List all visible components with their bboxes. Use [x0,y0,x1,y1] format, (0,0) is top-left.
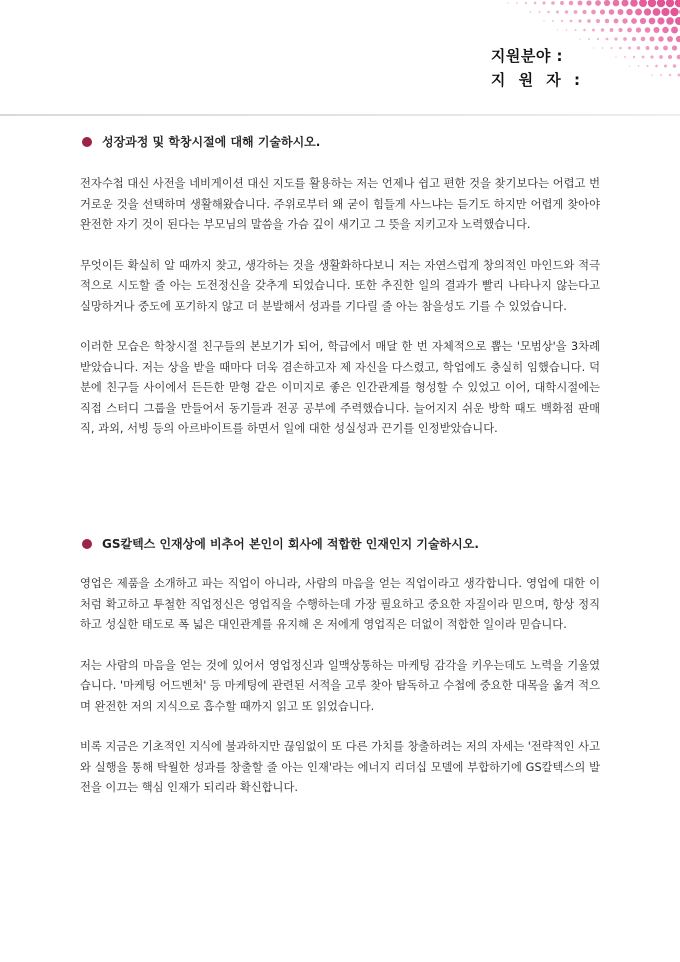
section-fit [80,536,600,799]
decor-dot [667,36,673,42]
decor-dot [650,37,655,42]
answer-paragraph: 비록 지금은 기초적인 지식에 불과하지만 끊임없이 또 다른 가치를 창출하려는 저의 자세는 '전략적인 사고와 실행을 통해 탁월한 성과를 창출할 줄 아는 인재'라는 에너지 리더십 모델에 부합하기에 GS칼텍스의 발전을 이끄는 핵심 인재가 되리라 확신합니다. [80,740,600,794]
decor-dot [666,0,674,7]
decor-dot [622,18,627,23]
decor-dot [630,0,638,7]
question-heading [80,134,600,150]
decor-dot [632,37,636,41]
decor-dot [592,29,595,32]
decor-dot [543,20,544,21]
decor-dot [610,47,612,49]
decor-dot [566,29,568,31]
decor-dot [582,10,586,14]
decor-dot [649,18,656,25]
decor-dot [617,9,623,15]
decor-dot [675,0,680,7]
answer-paragraph: 전자수첩 대신 사전을 네비게이션 대신 지도를 활용하는 저는 언제나 쉽고 편한 것을 찾기보다는 어렵고 번거로운 것을 선택하며 생활해왔습니다. 주위로부터 왜 굳이 힘들게 사느냐는 듣기도 하지만 어렵게 찾아야 완전한 자기 것이 된다는 부모님의 말씀을 가슴 깊이 새기고 그 뜻을 지키고자 노력했습니다. [80,177,600,231]
decor-dot [574,10,578,14]
decor-dot [646,65,648,67]
decor-dot [606,38,609,41]
decor-dot [593,47,594,48]
decor-dot [618,28,622,32]
section-growth [80,134,600,440]
decor-dot [670,8,678,16]
decor-dot [657,0,665,7]
decor-dot [646,46,650,50]
decor-dot [650,55,653,58]
decor-dot [605,19,610,24]
decor-dot [662,27,669,34]
decor-dot [610,28,614,32]
decor-dot [668,55,672,59]
question-text: GS칼텍스 인재상에 비추어 본인이 회사에 적합한 인재인지 기술하시오. [102,537,479,551]
decor-dot [621,0,628,7]
decor-dot [565,10,568,13]
decor-dot [663,46,668,51]
bullet-icon [82,137,92,147]
decor-dot [561,20,563,22]
decor-dot [600,9,605,14]
decor-dot [587,19,591,23]
decor-dot [631,18,637,24]
decor-dot [672,45,677,50]
decor-dot [660,74,662,76]
applicant-header [491,44,584,92]
decor-dot [651,74,653,76]
decor-dot [626,9,632,15]
decor-dot [644,8,651,15]
decor-dot [534,2,537,5]
decor-dot [655,65,658,68]
decor-dot [666,17,674,25]
decor-dot [583,29,586,32]
decor-dot [596,19,600,23]
decor-dot [641,37,646,42]
decor-dot [675,17,680,25]
decor-dot [648,0,656,7]
decor-dot [597,38,599,40]
decor-dot [579,38,581,40]
decor-dot [676,36,680,42]
decor-dot [595,0,601,6]
decor-dot [654,46,658,50]
decor-dot [613,0,620,6]
decor-dot [574,29,576,31]
applicant-label: 지 원 자 : [490,71,584,89]
decor-dot [516,2,518,4]
decor-dot [557,29,558,30]
decor-dot [556,11,559,14]
decor-dot [551,1,555,5]
decor-dot [673,64,677,68]
decor-dot [525,2,527,4]
decor-dot [623,37,627,41]
decor-dot [552,20,554,22]
decor-dot [542,1,545,4]
answer-paragraph: 이러한 모습은 학창시절 친구들의 본보기가 되어, 학급에서 매달 한 번 자체적으로 뽑는 '모범상'을 3차례 받았습니다. 저는 상을 받을 때마다 더욱 겸손하고자 제 자신을 다스렸고, 학업에도 충실히 임했습니다. 덕분에 친구들 사이에서 든든한 맏형 같은 이미지로 좋은 인간관계를 형성할 수 있었고 이어, 대학시절에는 직접 스터디 그룹을 만들어서 동기들과 전공 공부에 주력했습니다. 늘어지지 쉬운 방학 때도 백화점 판매직, 과외, 서빙 등의 아르바이트를 하면서 일에 대한 성실성과 끈기를 인정받았습니다. [80,340,600,435]
decor-dot [671,27,678,34]
decor-dot [645,27,651,33]
decor-dot [659,55,663,59]
decor-dot [530,11,532,13]
decor-dot [639,0,647,7]
decor-dot [614,37,617,40]
decor-dot [538,11,540,13]
decor-dot [570,20,573,23]
bullet-icon [82,539,92,549]
decor-dot [669,74,671,76]
decor-dot [507,2,508,3]
decor-dot [569,1,573,5]
decor-dot [578,1,583,6]
decor-dot [547,11,550,14]
decor-dot [591,10,596,15]
decor-dot [640,18,646,24]
decor-dot [601,28,604,31]
decor-dot [653,8,661,16]
decor-dot [560,1,564,5]
decor-dot [661,8,669,16]
decor-dot [619,47,622,50]
decor-dot [635,9,642,16]
decor-dot [637,46,640,49]
answer-paragraph: 무엇이든 확실히 알 때까지 찾고, 생각하는 것을 생활화하다보니 저는 자연스럽게 창의적인 마인드와 적극적으로 시도할 줄 아는 도전정신을 갖추게 되었습니다. 또한 추진한 일의 결과가 빨리 나타나지 않는다고 실망하거나 중도에 포기하지 않고 더 분발해서 성과를 기다릴 줄 아는 참을성도 기를 수 있었습니다. [80,258,600,313]
header-divider [0,114,680,116]
decor-dot [604,0,610,6]
answer-paragraph: 저는 사람의 마음을 얻는 것에 있어서 영업정신과 일맥상통하는 마케팅 감각을 키우는데도 노력을 기울였습니다. '마케팅 어드벤처' 등 마케팅에 관련된 서적을 고루 찾아 탐독하고 수첩에 중요한 대목을 옮겨 적으며 완전한 저의 지식으로 흡수할 때까지 읽고 또 읽었습니다. [80,658,600,713]
answer-paragraph: 영업은 제품을 소개하고 파는 직업이 아니라, 사람의 마음을 얻는 직업이라고 생각합니다. 영업에 대한 이처럼 확고하고 투철한 직업정신은 영업직을 수행하는데 가장 필요하고 중요한 자질이라 믿으며, 항상 정직하고 성실한 태도로 폭 넓은 대인관계를 유지해 온 저에게 영업직은 더없이 적합한 일이라 믿습니다. [80,577,600,631]
question-heading [80,536,600,552]
decor-dot [628,46,631,49]
decor-dot [658,36,663,41]
decor-dot [602,47,604,49]
decor-dot [624,56,626,58]
decor-dot [614,19,619,24]
question-text: 성장과정 및 학창시절에 대해 기술하시오. [102,135,321,149]
decor-dot [586,0,591,5]
decor-dot [664,64,667,67]
decor-dot [578,19,581,22]
decor-dot [657,17,664,24]
decor-dot [653,27,659,33]
decor-dot [636,27,641,32]
decor-dot [642,56,645,59]
field-label: 지원분야 : [490,47,564,65]
decor-dot [633,56,635,58]
decor-dot [609,9,615,15]
decor-dot [588,38,590,40]
decor-dot [627,28,632,33]
decor-dot [629,65,630,66]
decor-dot [638,65,640,67]
decor-dot [615,56,617,58]
